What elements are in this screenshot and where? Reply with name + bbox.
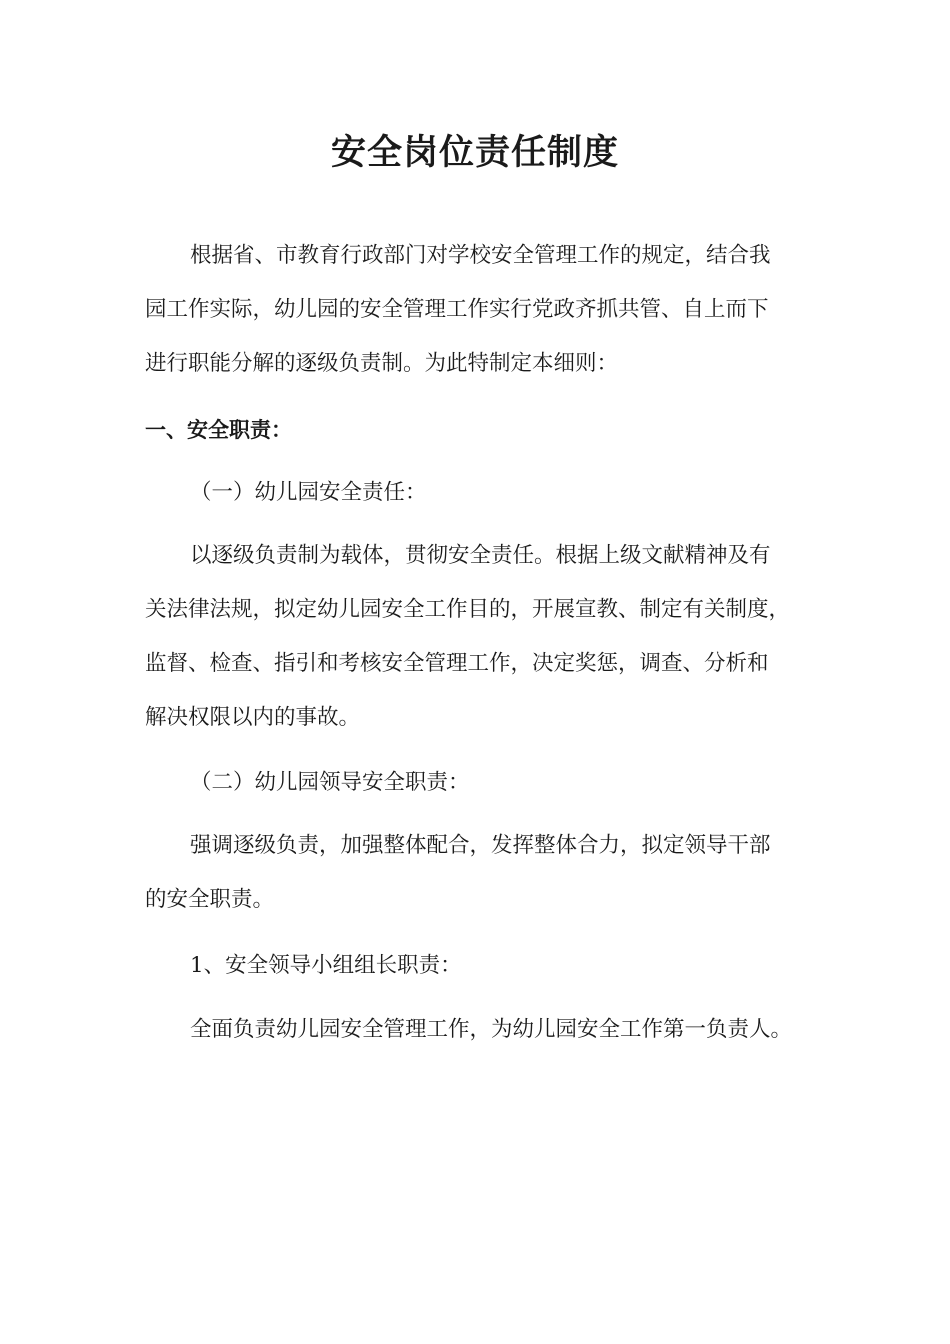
subsection-heading-2: （二）幼儿园领导安全职责： <box>190 770 470 795</box>
intro-paragraph <box>145 229 795 391</box>
intro-line-3: 进行职能分解的逐级负责制。为此特制定本细则： <box>145 351 619 376</box>
section-heading: 一、安全职责： <box>145 418 292 442</box>
subsection-1-paragraph <box>145 529 795 745</box>
sub1-line-1: 以逐级负责制为载体，贯彻安全责任。根据上级文献精神及有 <box>190 543 771 568</box>
document-title: 安全岗位责任制度 <box>330 133 619 173</box>
sub2-line-2: 的安全职责。 <box>145 887 275 912</box>
subsection-2-paragraph <box>145 819 795 927</box>
sub1-line-4: 解决权限以内的事故。 <box>145 705 361 730</box>
item-1-text: 全面负责幼儿园安全管理工作，为幼儿园安全工作第一负责人。 <box>190 1017 793 1042</box>
intro-line-2: 园工作实际，幼儿园的安全管理工作实行党政齐抓共管、自上而下 <box>145 297 769 322</box>
sub2-line-1: 强调逐级负责，加强整体配合，发挥整体合力，拟定领导干部 <box>190 833 771 858</box>
intro-line-1: 根据省、市教育行政部门对学校安全管理工作的规定，结合我 <box>190 243 771 268</box>
item-heading-1: 1、安全领导小组组长职责： <box>190 953 462 978</box>
subsection-heading-1: （一）幼儿园安全责任： <box>190 480 427 505</box>
sub1-line-2: 关法律法规，拟定幼儿园安全工作目的，开展宣教、制定有关制度， <box>145 597 791 622</box>
sub1-line-3: 监督、检查、指引和考核安全管理工作，决定奖惩，调查、分析和 <box>145 651 769 676</box>
